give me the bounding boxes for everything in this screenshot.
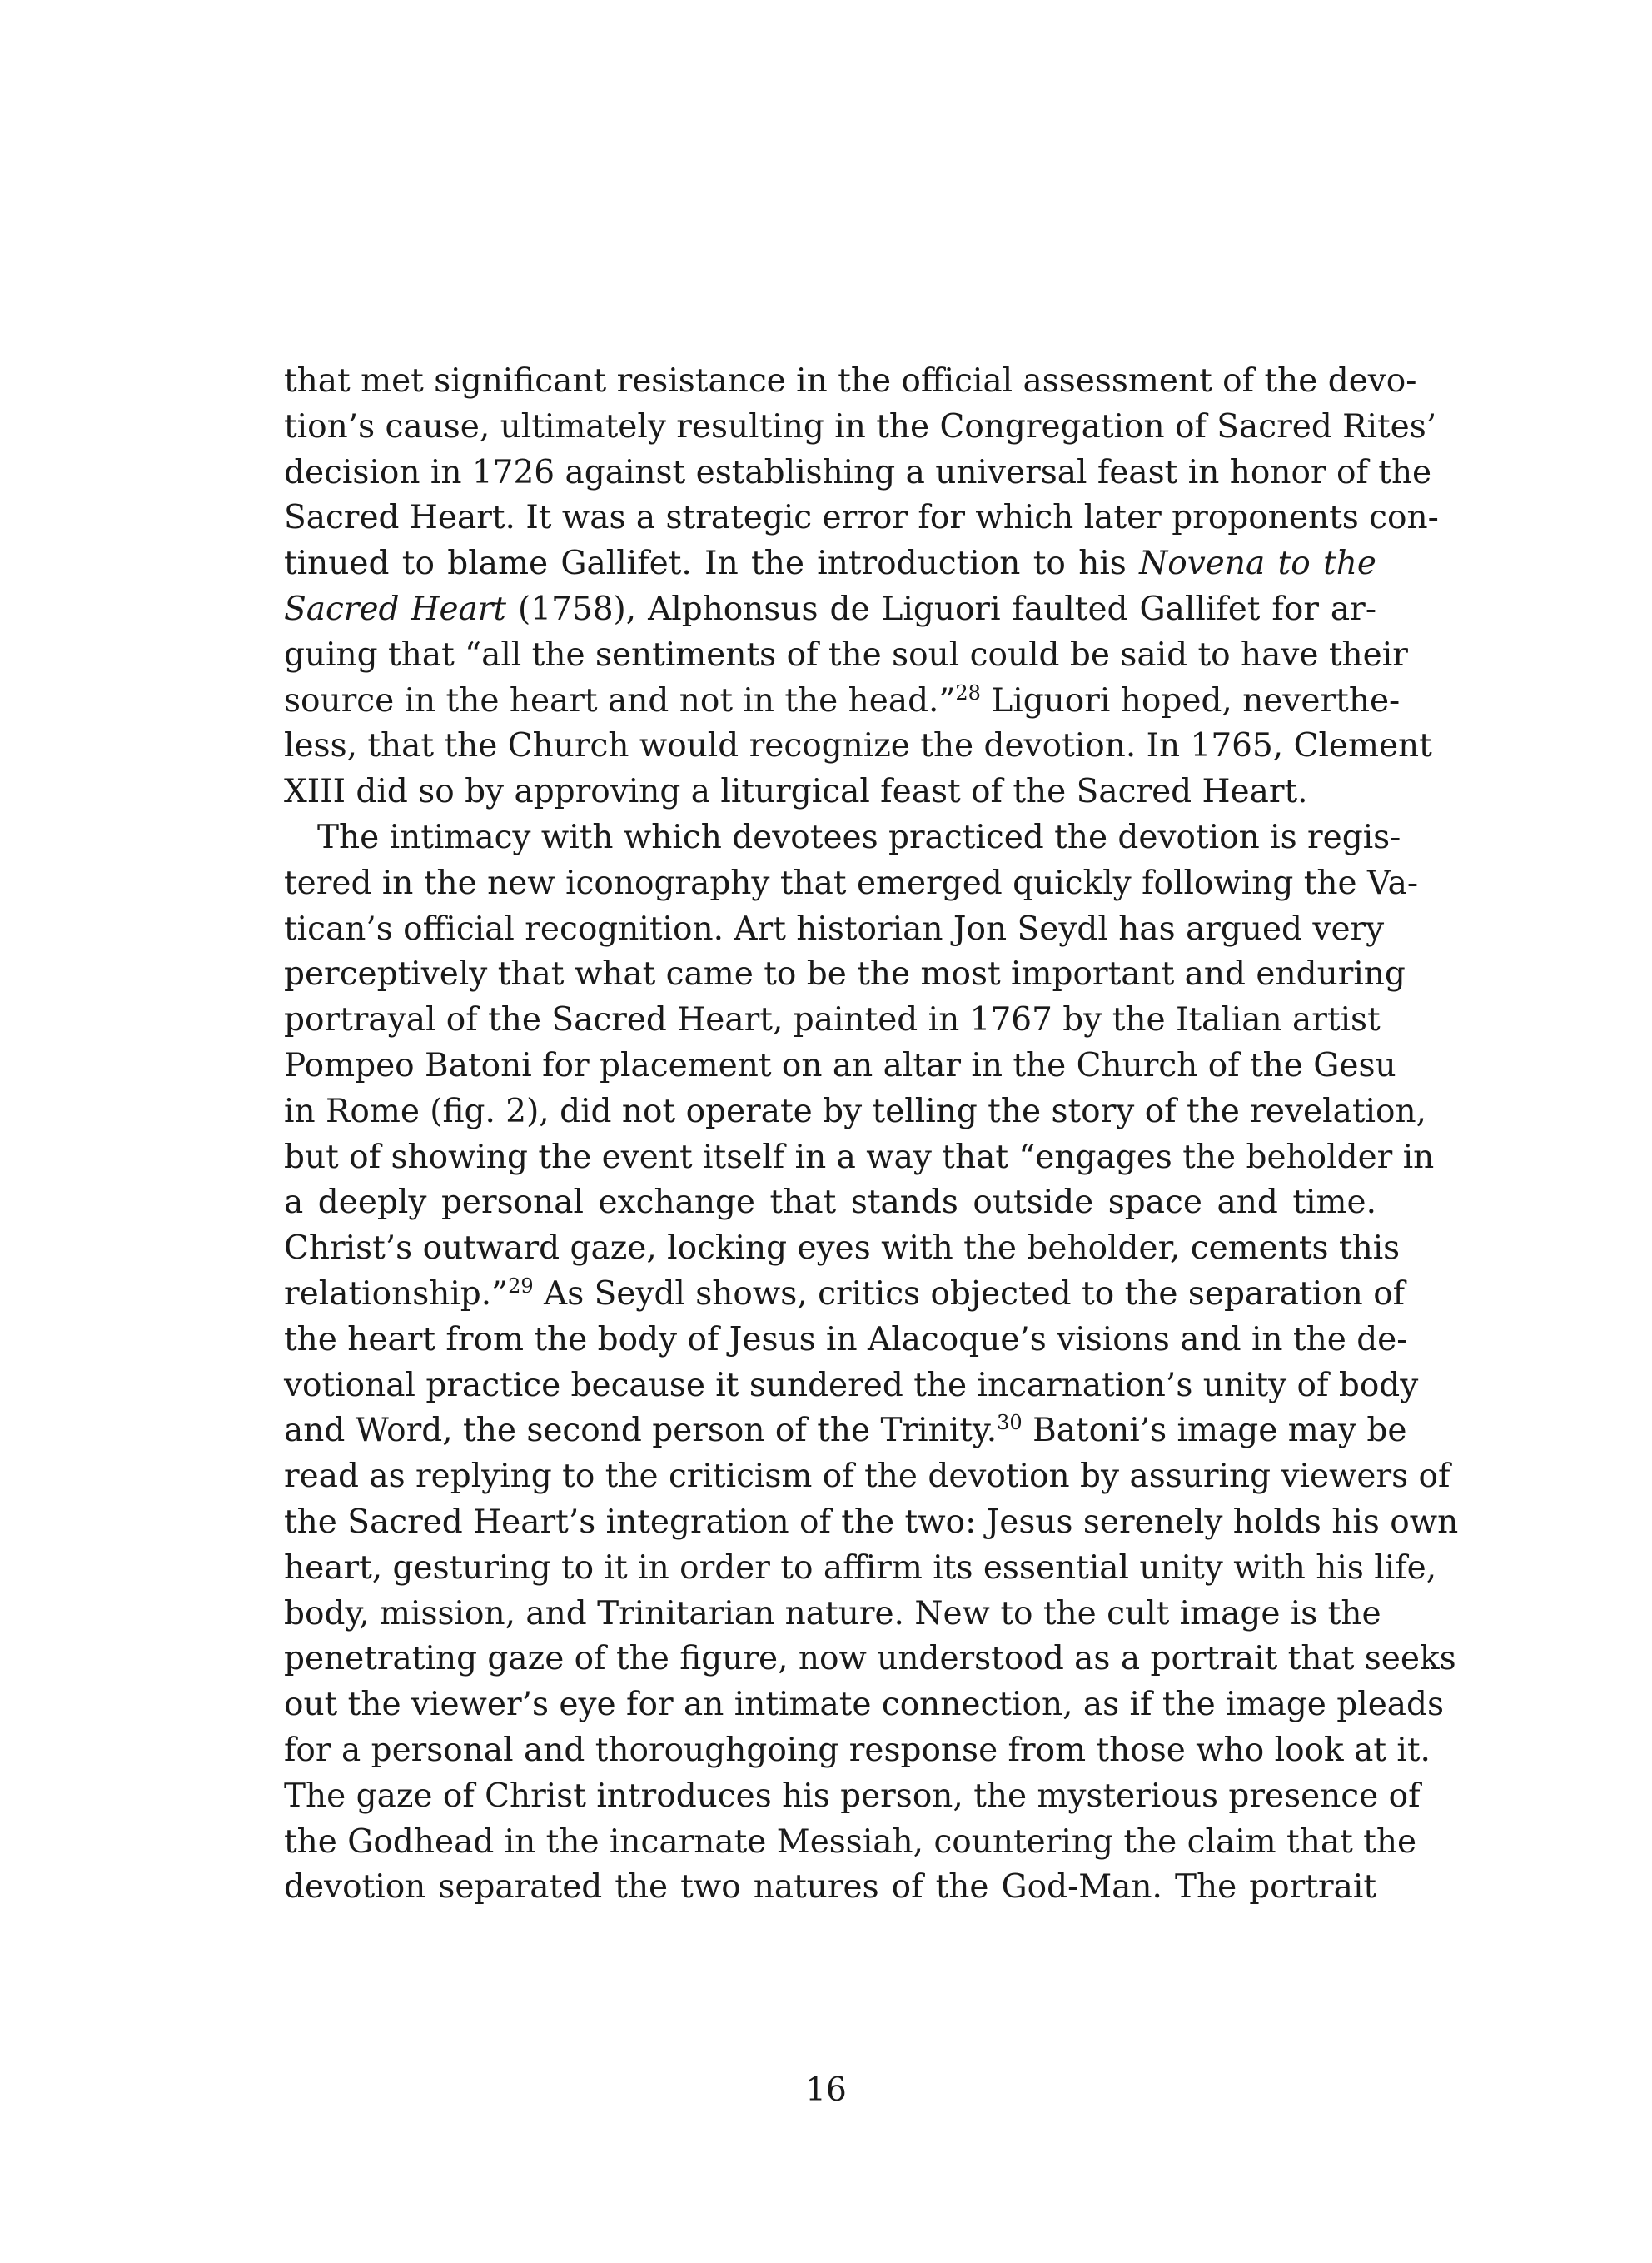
text-segment: heart, gesturing to it in order to affirm its essential unity with his life, — [284, 1548, 1437, 1587]
text-segment: The intimacy with which devotees practiced the devotion is regis- — [317, 818, 1401, 856]
text-line — [284, 1408, 1407, 1454]
text-line — [284, 1318, 1408, 1363]
text-segment: the Godhead in the incarnate Messiah, countering the claim that the — [284, 1822, 1417, 1861]
text-segment: perceptively that what came to be the most important and enduring — [284, 955, 1406, 994]
italic-title: Novena to the — [1139, 545, 1376, 583]
text-segment: penetrating gaze of the figure, now understood as a portrait that seeks — [284, 1640, 1456, 1678]
text-line — [284, 1180, 1376, 1226]
text-line — [284, 1728, 1431, 1774]
text-segment: for a personal and thoroughgoing response from those who look at it. — [284, 1731, 1431, 1769]
text-line — [284, 770, 1376, 815]
footnote-marker: 30 — [997, 1411, 1023, 1435]
text-segment: but of showing the event itself in a way that “engages the beholder in — [284, 1138, 1435, 1176]
text-line — [284, 1820, 1417, 1866]
text-line — [284, 405, 1437, 451]
text-segment: that met significant resistance in the official assessment of the devo- — [284, 362, 1417, 400]
text-line — [284, 359, 1417, 405]
text-line — [284, 724, 1432, 770]
text-line — [284, 1454, 1450, 1500]
footnote-marker: 29 — [508, 1274, 534, 1298]
text-line — [284, 1774, 1421, 1820]
text-segment: in Rome (fig. 2), did not operate by telling the story of the revelation, — [284, 1092, 1426, 1130]
text-line — [284, 1272, 1406, 1318]
text-segment: relationship.” — [284, 1274, 509, 1313]
page-number: 16 — [805, 2071, 847, 2109]
text-segment: the Sacred Heart’s integration of the two: Jesus serenely holds his own — [284, 1503, 1459, 1541]
text-segment: devotion separated the two natures of the God-Man. The portrait — [284, 1868, 1376, 1907]
text-line — [284, 451, 1432, 496]
text-line — [284, 1865, 1376, 1911]
text-line — [284, 1044, 1396, 1089]
text-line — [284, 1546, 1437, 1592]
text-segment: The gaze of Christ introduces his person, the mysterious presence of — [284, 1777, 1421, 1815]
text-segment: out the viewer’s eye for an intimate connection, as if the image pleads — [284, 1686, 1445, 1724]
text-segment: tered in the new iconography that emerged quickly following the Va- — [284, 864, 1419, 902]
text-line — [284, 541, 1376, 587]
text-line — [284, 998, 1381, 1044]
text-segment: tinued to blame Gallifet. In the introduction to his — [284, 545, 1140, 583]
paragraph — [284, 815, 1459, 1911]
text-segment: Christ’s outward gaze, locking eyes with the beholder, cements this — [284, 1229, 1401, 1268]
text-line — [284, 1226, 1401, 1272]
text-line — [284, 952, 1406, 998]
text-segment: Sacred Heart. It was a strategic error for which later proponents con- — [284, 499, 1439, 537]
text-line — [284, 815, 1401, 861]
text-segment: a deeply personal exchange that stands outside space and time. — [284, 1184, 1376, 1222]
body-text — [284, 359, 1459, 1911]
text-line — [284, 861, 1419, 907]
text-segment: tican’s official recognition. Art historian Jon Seydl has argued very — [284, 910, 1385, 948]
text-segment: source in the heart and not in the head.” — [284, 681, 956, 720]
text-line — [284, 496, 1439, 541]
text-segment: (1758), Alphonsus de Liguori faulted Gallifet for ar- — [506, 590, 1376, 628]
text-line — [284, 679, 1401, 725]
italic-title: Sacred Heart — [284, 590, 507, 628]
text-segment: votional practice because it sundered the incarnation’s unity of body — [284, 1366, 1419, 1404]
text-segment: and Word, the second person of the Trinity. — [284, 1412, 998, 1450]
text-segment: Liguori hoped, neverthe- — [980, 681, 1401, 720]
text-line — [284, 633, 1408, 679]
text-line — [284, 587, 1376, 633]
text-line — [284, 1089, 1426, 1135]
text-segment: less, that the Church would recognize the devotion. In 1765, Clement — [284, 727, 1432, 765]
text-line — [284, 1363, 1419, 1409]
text-segment: tion’s cause, ultimately resulting in the Congregation of Sacred Rites’ — [284, 407, 1437, 446]
text-line — [284, 1500, 1459, 1546]
text-segment: portrayal of the Sacred Heart, painted in 1767 by the Italian artist — [284, 1001, 1381, 1039]
text-line — [284, 1592, 1381, 1637]
text-segment: Pompeo Batoni for placement on an altar in the Church of the Gesu — [284, 1046, 1396, 1084]
footnote-marker: 28 — [955, 680, 981, 705]
text-segment: guing that “all the sentiments of the soul could be said to have their — [284, 636, 1408, 674]
text-segment: XIII did so by approving a liturgical feast of the Sacred Heart. — [284, 773, 1308, 811]
text-line — [284, 1637, 1456, 1682]
text-line — [284, 907, 1385, 953]
paragraph — [284, 359, 1439, 815]
text-line — [284, 1135, 1435, 1181]
text-segment: body, mission, and Trinitarian nature. New to the cult image is the — [284, 1594, 1381, 1632]
text-segment: the heart from the body of Jesus in Alacoque’s visions and in the de- — [284, 1320, 1408, 1358]
text-segment: read as replying to the criticism of the devotion by assuring viewers of — [284, 1458, 1450, 1496]
text-segment: Batoni’s image may be — [1022, 1412, 1407, 1450]
text-line — [284, 1682, 1445, 1728]
text-segment: As Seydl shows, critics objected to the separation of — [533, 1274, 1406, 1313]
text-segment: decision in 1726 against establishing a universal feast in honor of the — [284, 453, 1432, 491]
